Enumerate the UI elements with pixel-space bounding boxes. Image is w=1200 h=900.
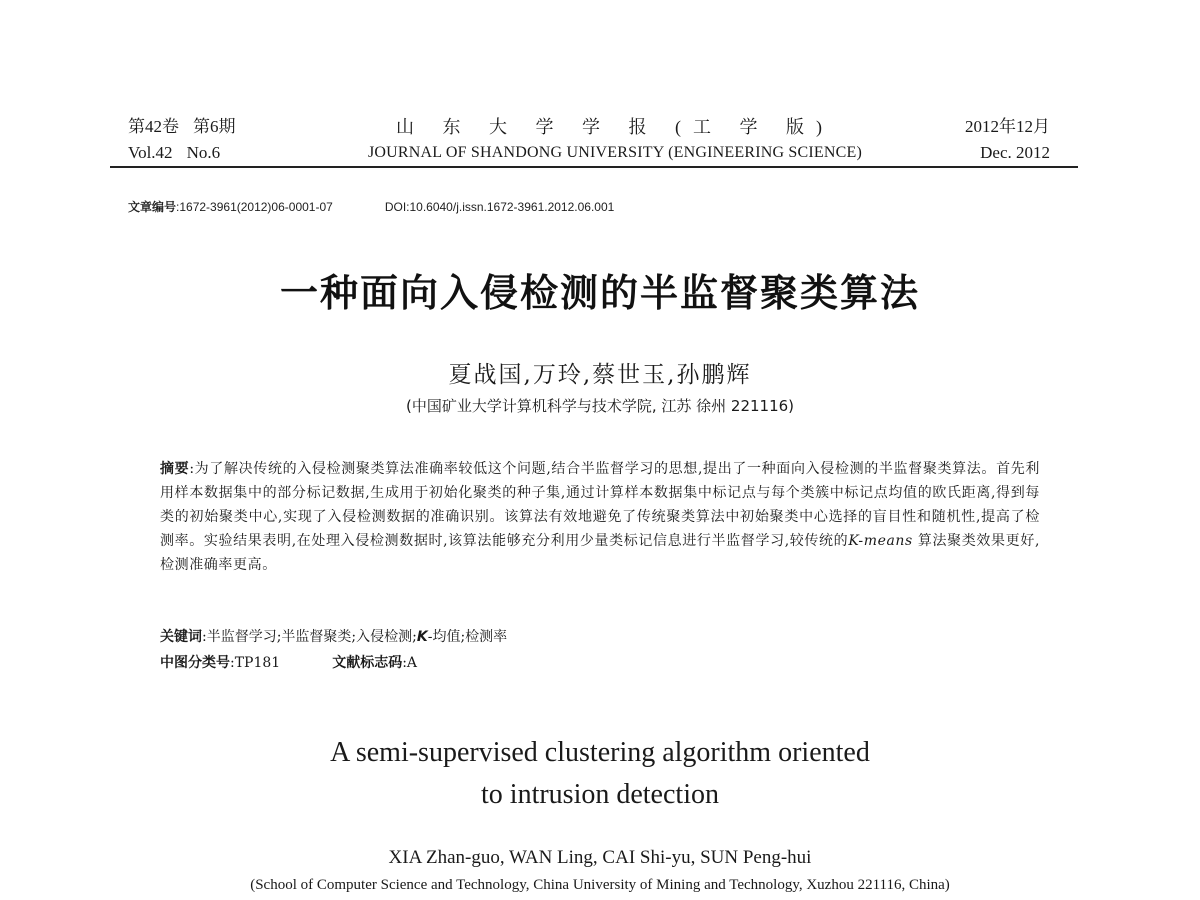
journal-name-en: JOURNAL OF SHANDONG UNIVERSITY (ENGINEERING SCIENCE) xyxy=(367,144,863,161)
header-rule xyxy=(110,166,1078,168)
keywords-k: K xyxy=(416,629,428,645)
paper-title-en xyxy=(200,732,1000,816)
keywords-text-1: :半监督学习;半监督聚类;入侵检测; xyxy=(202,629,417,645)
abstract-text-2: 算法聚类效果更好,检测准确率更高。 xyxy=(160,533,1041,573)
authors-en: XIA Zhan-guo, WAN Ling, CAI Shi-yu, SUN Peng-hui xyxy=(388,847,812,868)
keywords xyxy=(160,625,1040,649)
article-ids xyxy=(128,198,1028,215)
volume-cn: 第42卷 xyxy=(128,117,179,136)
classification xyxy=(160,651,1040,675)
keywords-label: 关键词 xyxy=(160,629,202,645)
doc-code-value: :A xyxy=(402,655,418,671)
abstract-text-1: :为了解决传统的入侵检测聚类算法准确率较低这个问题,结合半监督学习的思想,提出了一种面向入侵检测的半监督聚类算法。首先利用样本数据集中的部分标记数据,生成用于初始化聚类的种子集,通过计算样本数据集中标记点与每个类簇中标记点均值的欧氏距离,得到每类的初始聚类中心,实现了入侵检测数据的准确识别。该算法有效地避免了传统聚类算法中初始聚类中心选择的盲目性和随机性,提高了检测率。实验结果表明,在处理入侵检测数据时,该算法能够充分利用少量类标记信息进行半监督学习,较传统的 xyxy=(160,461,1040,549)
article-number-label: 文章编号 xyxy=(128,200,177,214)
journal-name-cn: 山 东 大 学 学 报 (工 学 版) xyxy=(396,117,834,137)
doc-code-label: 文献标志码 xyxy=(332,655,403,671)
abstract xyxy=(160,457,1040,577)
date-cn: 2012年12月 xyxy=(965,117,1050,136)
keywords-text-2: -均值;检测率 xyxy=(427,629,508,645)
volume-en: Vol.42 xyxy=(128,143,173,162)
clc-label: 中图分类号 xyxy=(160,655,230,671)
authors-cn: 夏战国,万玲,蔡世玉,孙鹏辉 xyxy=(448,362,752,388)
paper-title-cn: 一种面向入侵检测的半监督聚类算法 xyxy=(279,271,920,315)
issue-en: No.6 xyxy=(186,143,221,162)
paper-title-en-line1: A semi-supervised clustering algorithm oriented xyxy=(330,737,870,768)
issue-cn: 第6期 xyxy=(193,117,236,136)
doi: DOI:10.6040/j.issn.1672-3961.2012.06.001 xyxy=(384,200,615,214)
abstract-label: 摘要 xyxy=(160,461,190,477)
affiliation-cn: (中国矿业大学计算机科学与技术学院, 江苏 徐州 221116) xyxy=(405,397,795,415)
article-number: :1672-3961(2012)06-0001-07 xyxy=(176,200,333,214)
paper-title-en-line2: to intrusion detection xyxy=(481,779,719,810)
clc-value: :TP181 xyxy=(230,655,281,671)
header-volume-issue xyxy=(128,114,348,166)
journal-name xyxy=(320,114,910,166)
header-date xyxy=(890,114,1050,166)
abstract-kmeans: K-means xyxy=(848,533,913,549)
affiliation-en: (School of Computer Science and Technology, China University of Mining and Technology, Xuzhou 221116, China) xyxy=(250,877,950,893)
date-en: Dec. 2012 xyxy=(980,143,1050,162)
